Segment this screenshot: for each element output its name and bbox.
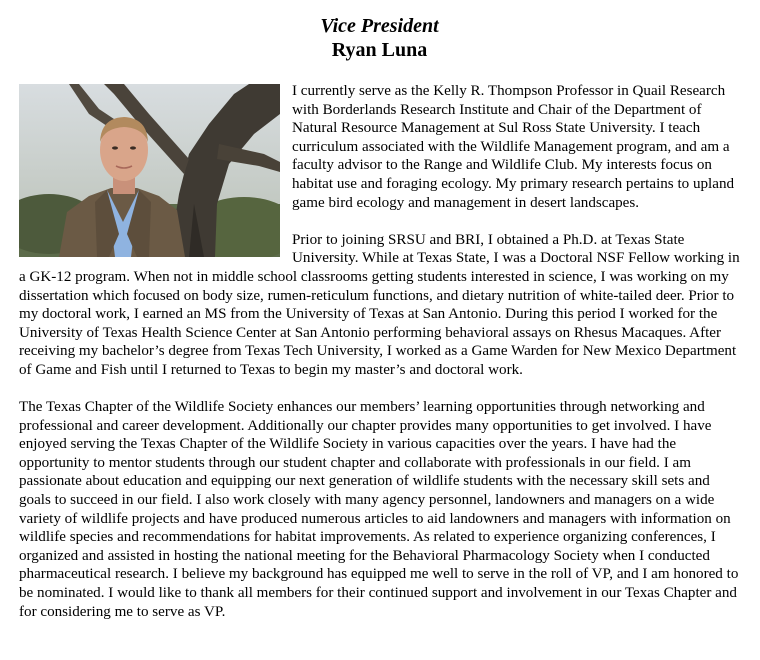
person-name: Ryan Luna (331, 39, 428, 61)
role-title: Vice President (320, 15, 439, 37)
bio-paragraph-3: The Texas Chapter of the Wildlife Society enhances our members’ learning opportunities through networking and professional and career development. Additionally our chapter provides many opportunities to get involved. I have enjoyed serving the Texas Chapter of the Wildlife Society in various capacities over the years. I have had the opportunity to mentor students through our student chapter and collaborate with professionals in our field. I am passionate about education and equipping our next generation of wildlife students with the necessary skill sets and goals to succeed in our field. I also work closely with many agency personnel, landowners and managers on a wide variety of wildlife projects and have produced numerous articles to aid landowners and managers with information on wildlife species and recommendations for habitat improvements. As related to experience organizing conferences, I organized and assisted in hosting the national meeting for the Behavioral Pharmacology Society when I conducted pharmaceutical research. I believe my background has equipped me well to serve in the roll of VP, and I am honored to be nominated. I would like to thank all members for their continued support and involvement in our Texas Chapter and for considering me to serve as VP. (19, 399, 739, 620)
biography-text (19, 82, 740, 621)
bio-paragraph-2: Prior to joining SRSU and BRI, I obtained a Ph.D. at Texas State University. While at Texas State, I was a Doctoral NSF Fellow working in a GK-12 program. When not in middle school classrooms getting students interested in science, I was working on my dissertation which focused on body size, rumen-reticulum functions, and dietary nutrition of white-tailed deer. Prior to my doctoral work, I earned an MS from the University of Texas at San Antonio. During this period I worked for the University of Texas Health Science Center at San Antonio performing behavioral assays on Rhesus Macaques. After receiving my bachelor’s degree from Texas Tech University, I worked as a Game Warden for New Mexico Department of Game and Fish until I returned to Texas to begin my master’s and doctoral work. (19, 231, 740, 378)
bio-paragraph-1: I currently serve as the Kelly R. Thompson Professor in Quail Research with Borderlands Research Institute and Chair of the Department of Natural Resource Management at Sul Ross State University. I teach curriculum associated with the Wildlife Management program, and am a faculty advisor to the Range and Wildlife Club. My interests focus on habitat use and foraging ecology. My primary research pertains to upland game bird ecology and management in desert landscapes. (292, 83, 735, 211)
heading-block (19, 14, 740, 62)
portrait-photo (19, 84, 280, 257)
